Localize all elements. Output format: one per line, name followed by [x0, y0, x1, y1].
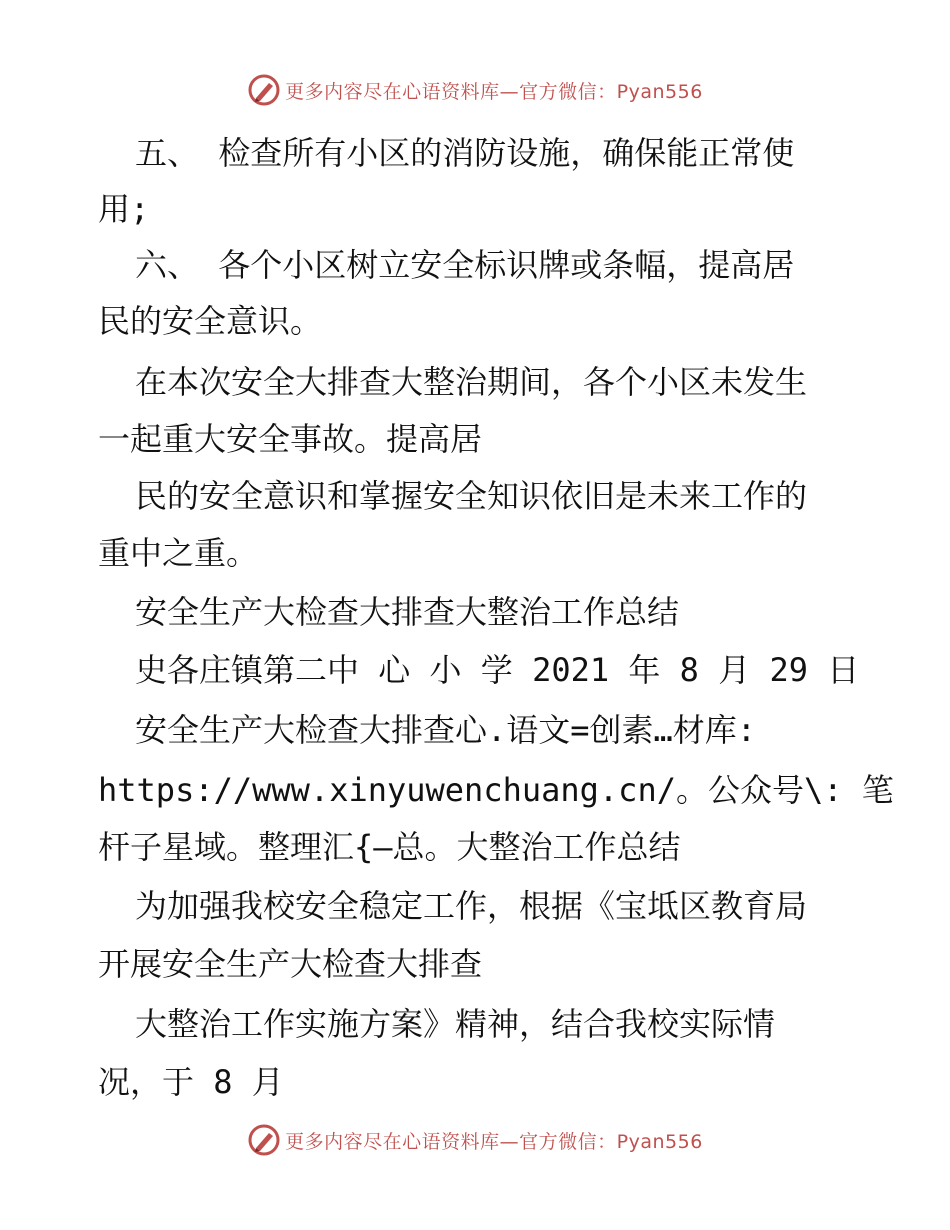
paragraph-line: 在本次安全大排查大整治期间，各个小区未发生 — [135, 363, 808, 401]
document-body — [0, 124, 950, 1104]
paragraph-line: https://www.xinyuwenchuang.cn/。公众号\: 笔 — [98, 771, 894, 809]
paragraph-line: 杆子星域。整理汇{—总。大整治工作总结 — [98, 828, 681, 866]
paragraph-line: 为加强我校安全稳定工作，根据《宝坻区教育局 — [135, 887, 808, 925]
paragraph-line: 民的安全意识。 — [98, 302, 323, 340]
pen-logo-icon — [247, 1123, 281, 1157]
paragraph-line: 五、 检查所有小区的消防设施，确保能正常使 — [135, 134, 795, 172]
section-title: 安全生产大检查大排查大整治工作总结 — [135, 593, 680, 631]
header-banner-text: 更多内容尽在心语资料库—官方微信：Pyan556 — [285, 80, 703, 103]
school-date-line: 史各庄镇第二中 心 小 学 2021 年 8 月 29 日 — [135, 651, 860, 689]
paragraph-line: 一起重大安全事故。提高居 — [98, 420, 483, 458]
paragraph-line: 用; — [98, 190, 150, 228]
paragraph-line: 大整治工作实施方案》精神，结合我校实际情 — [135, 1005, 776, 1043]
footer-banner — [0, 1120, 950, 1160]
paragraph-line: 六、 各个小区树立安全标识牌或条幅，提高居 — [135, 246, 795, 284]
paragraph-line: 重中之重。 — [98, 534, 259, 572]
paragraph-line: 安全生产大检查大排查心.语文=创素…材库: — [135, 711, 757, 749]
paragraph-line: 开展安全生产大检查大排查 — [98, 945, 483, 983]
paragraph-line: 民的安全意识和掌握安全知识依旧是未来工作的 — [135, 477, 808, 515]
paragraph-line: 况，于 8 月 — [98, 1063, 284, 1101]
footer-banner-text: 更多内容尽在心语资料库—官方微信：Pyan556 — [285, 1130, 703, 1153]
header-banner — [0, 70, 950, 110]
pen-logo-icon — [247, 73, 281, 107]
